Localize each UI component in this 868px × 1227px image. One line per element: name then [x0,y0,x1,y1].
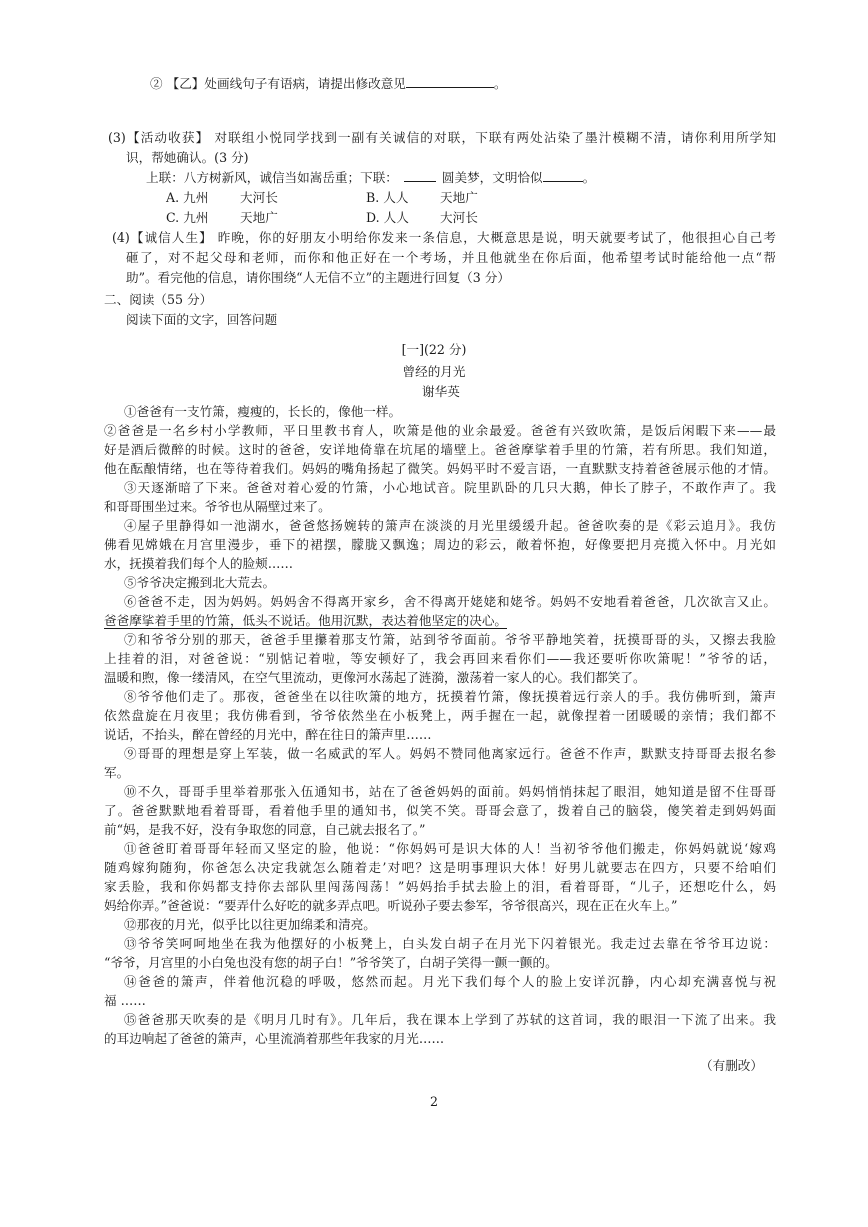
passage-line: “爷爷，月宫里的小白兔也没有您的胡子白！”爷爷笑了，白胡子笑得一颤一颤的。 [104,955,558,970]
passage-line-underlined: 爸爸摩挲着手里的竹箫，低头不说话。他用沉默，表达着他坚定的决心。 [104,613,507,628]
passage-line: 前“妈，是我不好，没有争取您的同意，自己就去报名了。” [104,822,426,837]
option-b[interactable] [366,188,478,208]
passage-line: ⑮爸爸那天吹奏的是《明月几时有》。几年后，我在课本上学到了苏轼的这首词，我的眼泪一下流了出来。我 [124,1012,776,1027]
couplet-text: 上联：八方树新风，诚信当如嵩岳重；下联： [146,170,398,185]
passage-line: ⑭爸爸的箫声，伴着他沉稳的呼吸，悠然而起。月光下我们每个人的脸上安详沉静，内心却充满喜悦与祝 [124,974,776,989]
option-c[interactable] [166,208,278,228]
option-a[interactable] [166,188,278,208]
option-d[interactable] [366,208,478,228]
question-4-line-3: 助”。看完他的信息，请你围绕“人无信不立”的主题进行回复（3 分） [126,270,510,285]
question-4-line-1: (4)【诚信人生】 昨晚，你的好朋友小明给你发来一条信息，大概意思是说，明天就要考试了，他很担心自己考 [112,230,776,245]
passage-line: ⑪爸爸盯着哥哥年轻而又坚定的脸，他说：“你妈妈可是识大体的人！当初爷爷他们搬走，你妈妈就说‘嫁鸡 [124,841,776,856]
passage-line: ④屋子里静得如一池湖水，爸爸悠扬婉转的箫声在淡淡的月光里缓缓升起。爸爸吹奏的是《彩云追月》。我仿 [124,518,776,533]
passage-line: 他在酝酿情绪，也在等待着我们。妈妈的嘴角扬起了微笑。妈妈平时不爱言语，一直默默支持着爸爸展示他的才情。 [104,461,776,476]
question-2-text: ② 【乙】处画线句子有语病，请提出修改意见 [150,76,406,91]
option-d-word: 大河长 [440,210,478,225]
option-b-label: B. 人人 [366,190,409,205]
answer-blank[interactable] [406,74,494,88]
passage-line: 了。爸爸默默地看着哥哥，看着他手里的通知书，似笑不笑。哥哥会意了，拨着自己的脑袋，傻笑着走到妈妈面 [104,803,776,818]
passage-title: 曾经的月光 [402,364,466,379]
couplet-line [146,168,595,188]
passage-line: 军。 [104,765,130,780]
passage-line: 妈给你弄。”爸爸说：“要弄什么好吃的就多弄点吧。听说孙子要去参军，爷爷很高兴，现在正在火车上。” [104,898,678,913]
couplet-mid-text: 圆美梦，文明恰似 [441,170,543,185]
passage-line: ⑦和爷爷分别的那天，爸爸手里攥着那支竹箫，站到爷爷面前。爷爷平静地笑着，抚摸哥哥的头，又擦去我脸 [124,632,776,647]
option-a-word: 大河长 [240,190,278,205]
passage-line: 的耳边响起了爸爸的箫声，心里流淌着那些年我家的月光…… [104,1031,445,1046]
passage-line: ⑩不久，哥哥手里举着那张入伍通知书，站在了爸爸妈妈的面前。妈妈悄悄抹起了眼泪，她知道是留不住哥哥 [124,784,776,799]
passage-line: 佛看见嫦娥在月宫里漫步，垂下的裙摆，朦胧又飘逸；周边的彩云，敞着怀抱，好像要把月亮揽入怀中。月光如 [104,537,776,552]
passage-line: ⑤爷爷决定搬到北大荒去。 [124,575,276,590]
passage-line: 好是酒后微醉的时候。这时的爸爸，安详地倚靠在坑尾的墙壁上。爸爸摩挲着手里的竹箫，若有所思。我们知道， [104,442,776,457]
passage-line: 家丢脸，我和你妈都支持你去部队里闯荡闯荡！”妈妈抬手拭去脸上的泪，看着哥哥，“儿子，还想吃什么，妈 [104,879,776,894]
option-c-label: C. 九州 [166,210,209,225]
section-heading: 二、阅读（55 分） [104,292,213,307]
passage-line: ①爸爸有一支竹箫，瘦瘦的，长长的，像他一样。 [124,404,402,419]
passage-line: ③天逐渐暗了下来。爸爸对着心爱的竹箫，小心地试音。院里趴卧的几只大鹅，伸长了脖子，不敢作声了。我 [124,480,776,495]
option-a-label: A. 九州 [166,190,209,205]
passage-line: 福 …… [104,993,146,1008]
passage-line: 和哥哥围坐过来。爷爷也从隔壁过来了。 [104,499,331,514]
option-d-label: D. 人人 [366,210,409,225]
passage-line: ⑥爸爸不走，因为妈妈。妈妈舍不得离开家乡，舍不得离开姥姥和姥爷。妈妈不安地看着爸爸，几次欲言又止。 [124,594,776,609]
passage-author: 谢华英 [422,384,460,399]
passage-line: ⑬爷爷笑呵呵地坐在我为他摆好的小板凳上，白头发白胡子在月光下闪着银光。我走过去靠在爷爷耳边说： [124,936,776,951]
passage-line: 水，抚摸着我们每个人的脸颊…… [104,556,293,571]
page-number: 2 [429,1094,438,1109]
section-instruction: 阅读下面的文字，回答问题 [126,312,278,327]
passage-part-label: [一](22 分) [401,342,467,357]
option-b-word: 天地广 [440,190,478,205]
passage-line: 上挂着的泪，对爸爸说：“别惦记着啦，等安顿好了，我会再回来看你们——我还要听你吹箫呢！”爷爷的话， [104,651,776,666]
question-4-line-2: 砸了，对不起父母和老师，而你和他正好在一个考场，并且他就坐在你后面，他希望考试时能给他一点“帮 [126,250,776,265]
passage-line: ⑨哥哥的理想是穿上军装，做一名威武的军人。妈妈不赞同他离家远行。爸爸不作声，默默支持哥哥去报名参 [124,746,776,761]
passage-line: 随鸡嫁狗随狗，你爸怎么决定我就怎么随着走’对吧？这是明事理识大体！好男儿就要志在四方，只要不给咱们 [104,860,776,875]
couplet-blank-2[interactable] [543,168,583,182]
passage-source-note: （有删改） [700,1058,763,1073]
passage-line: ⑫那夜的月光，似乎比以往更加绵柔和清亮。 [124,917,376,932]
question-2-item [150,74,506,94]
couplet-blank-1[interactable] [404,168,436,182]
passage-line: 温暖和煦，像一缕清风，在空气里流动，更像河水荡起了涟漪，激荡着一家人的心。我们都笑了。 [104,670,646,685]
question-3-line-2: 识，帮她确认。(3 分) [126,150,249,165]
question-3-line-1: (3)【活动收获】 对联组小悦同学找到一副有关诚信的对联，下联有两处沾染了墨汁模糊不清，请你利用所学知 [108,130,776,145]
option-c-word: 天地广 [240,210,278,225]
question-2-end: 。 [493,76,507,91]
couplet-end: 。 [582,170,596,185]
passage-line: 说话，不抬头，醉在曾经的月光中，醉在往日的箫声里…… [104,727,432,742]
passage-line: ⑧爷爷他们走了。那夜，爸爸坐在以往吹箫的地方，抚摸着竹箫，像抚摸着远行亲人的手。我仿佛听到，箫声 [124,689,776,704]
passage-line: 依然盘旋在月夜里；我仿佛看到，爷爷依然坐在小板凳上，两手握在一起，就像捏着一团暖暖的亲情；我们都不 [104,708,776,723]
passage-line: ②爸爸是一名乡村小学教师，平日里教书育人，吹箫是他的业余最爱。爸爸有兴致吹箫，是饭后闲暇下来——最 [104,423,776,438]
